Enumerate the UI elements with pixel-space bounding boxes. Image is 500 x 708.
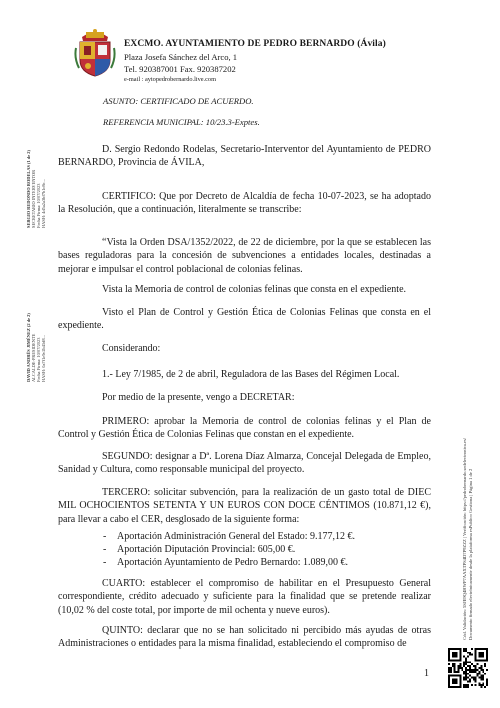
municipality-phone-fax: Tel. 920387001 Fax. 920387202 — [124, 64, 236, 74]
municipality-title: EXCMO. AYUNTAMIENTO DE PEDRO BERNARDO (Ávila) — [124, 39, 386, 49]
municipality-email: e-mail : aytopedrobernardo.live.com — [124, 76, 216, 83]
document-body — [58, 143, 431, 170]
ley-paragraph: 1.- Ley 7/1985, de 2 de abril, Reguladora de las Bases del Régimen Local. — [102, 369, 400, 380]
vista-memoria-paragraph: Vista la Memoria de control de colonias felinas que consta en el expediente. — [102, 284, 407, 295]
coat-of-arms-logo — [74, 28, 116, 78]
certifico-paragraph: CERTIFICO: Que por Decreto de Alcaldía de fecha 10-07-2023, se ha adoptado la Resolución, que a continuación, literalmente se transcribe: — [58, 191, 431, 216]
intro-paragraph: D. Sergio Redondo Rodelas, Secretario-Interventor del Ayuntamiento de PEDRO BERNARDO, Provincia de ÁVILA, — [58, 144, 431, 169]
cuarto-paragraph: CUARTO: establecer el compromiso de habilitar en el Presupuesto General correspondiente, crédito adecuado y suficiente para la finalidad que se pretende realizar (10,02 % del coste total, por importe de mil ochenta y nueve euros). — [58, 578, 431, 616]
validation-code-text: Cód. Validación: 5SJE9Q4HWP7AAXTPS4D7P9ZZZ | Verificación: https://pedrobernardo.sedelectronica.es/ Documento firmado electrónicamente desde la plataforma esPublico Gestiona | Página 1 de 2 — [462, 437, 473, 640]
decretar-paragraph: Por medio de la presente, vengo a DECRETAR: — [102, 392, 295, 403]
visto-plan-paragraph: Visto el Plan de Control y Gestión Ética de Colonias Felinas que consta en el expediente. — [58, 307, 431, 332]
qr-code-icon — [448, 648, 488, 688]
funding-bullet: - Aportación Administración General del Estado: 9.177,12 €. — [103, 531, 356, 542]
funding-bullet: - Aportación Ayuntamiento de Pedro Bernardo: 1.089,00 €. — [103, 557, 348, 568]
subject-line: ASUNTO: CERTIFICADO DE ACUERDO. — [103, 96, 254, 106]
considerando-paragraph: Considerando: — [102, 343, 161, 354]
reference-line: REFERENCIA MUNICIPAL: 10/23.3-Exptes. — [103, 117, 260, 127]
page-number: 1 — [424, 668, 429, 679]
tercero-paragraph: TERCERO: solicitar subvención, para la realización de un gasto total de DIEC MIL OCHOCIENTOS SETENTA Y UN EUROS CON DOCE CÉNTIMOS (10.871,12 €), para llevar a cabo el CER, desglosado de la siguiente forma: — [58, 487, 431, 525]
municipality-address: Plaza Josefa Sánchez del Arco, 1 — [124, 52, 238, 62]
segundo-paragraph: SEGUNDO: designar a Dª. Lorena Díaz Almarza, Concejal Delegada de Empleo, Sanidad y Cultura, como responsable municipal del proyecto. — [58, 451, 431, 476]
quinto-paragraph: QUINTO: declarar que no se han solicitado ni percibido más ayudas de otras Administraciones o entidades para la misma finalidad, estableciendo el compromiso de — [58, 625, 431, 650]
vista-orden-paragraph: “Vista la Orden DSA/1352/2022, de 22 de diciembre, por la que se establecen las bases reguladoras para la concesión de subvenciones a entidades locales, destinadas a mejorar e impulsar el control poblacional de colonias felinas. — [58, 237, 431, 275]
funding-bullet: - Aportación Diputación Provincial: 605,00 €. — [103, 544, 296, 555]
signature-stamp-2: DAVID ANDRÉS JIMÉNEZ (2 de 2) ALCALDE-PRESIDENTE Fecha Firma: 10/07/2023 HASH: 0a7f1e9c2b45d8... — [26, 313, 46, 382]
signature-stamp-1: SERGIO REDONDO RODELAS (1 de 2) SECRETARIO INTERVENTOR Fecha Firma: 10/07/2023 HASH: 4d5a2a3bf7b1c8e... — [26, 150, 46, 228]
primero-paragraph: PRIMERO: aprobar la Memoria de control de colonias felinas y el Plan de Control y Gestión Ética de Colonias Felinas que constan en el expediente. — [58, 416, 431, 441]
